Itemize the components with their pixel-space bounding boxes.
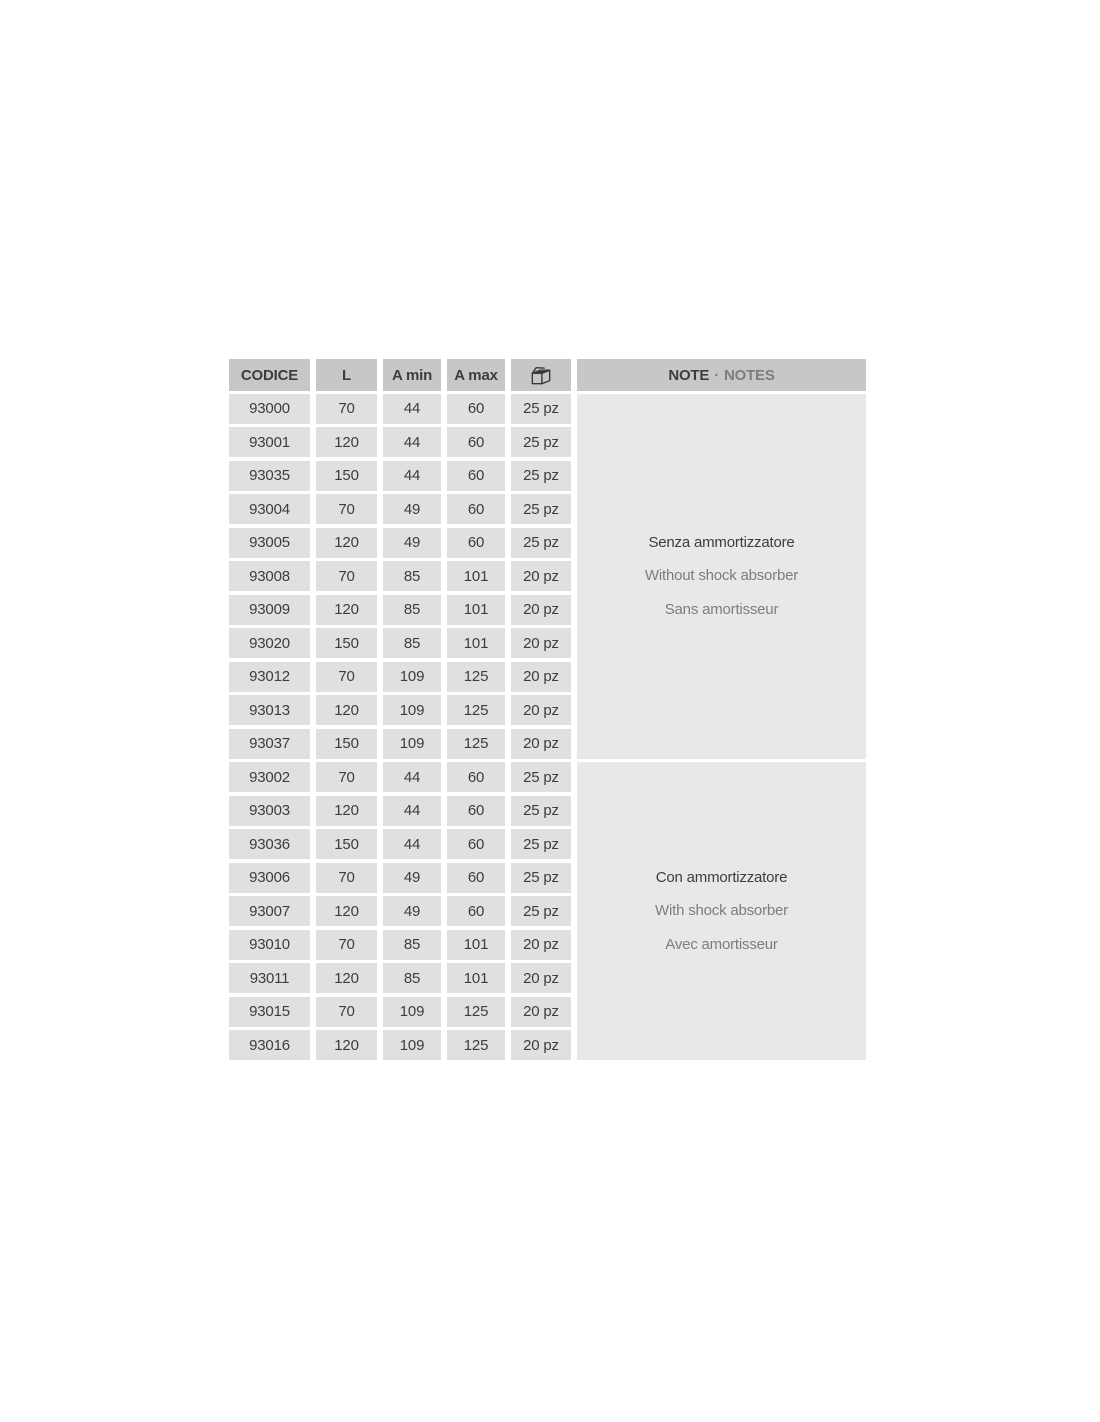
cell-qty: 20 pz	[511, 595, 571, 625]
cell-a-max: 60	[447, 762, 505, 792]
header-note-separator: ·	[714, 366, 719, 384]
cell-a-min: 44	[383, 427, 441, 457]
note-line-translation: Sans amortisseur	[664, 600, 779, 618]
cell-a-min: 49	[383, 494, 441, 524]
cell-a-max: 60	[447, 829, 505, 859]
cell-qty: 20 pz	[511, 695, 571, 725]
note-line-translation: Without shock absorber	[644, 567, 799, 585]
cell-l: 70	[316, 394, 377, 424]
cell-codice: 93020	[229, 628, 310, 658]
product-table	[229, 359, 866, 1060]
cell-l: 120	[316, 528, 377, 558]
header-codice: CODICE	[229, 359, 310, 391]
cell-a-max: 60	[447, 896, 505, 926]
cell-a-min: 49	[383, 863, 441, 893]
cell-a-min: 109	[383, 695, 441, 725]
cell-codice: 93013	[229, 695, 310, 725]
cell-codice: 93003	[229, 796, 310, 826]
cell-l: 70	[316, 762, 377, 792]
cell-a-min: 85	[383, 561, 441, 591]
cell-codice: 93001	[229, 427, 310, 457]
cell-l: 120	[316, 1030, 377, 1060]
cell-qty: 25 pz	[511, 829, 571, 859]
cell-l: 70	[316, 997, 377, 1027]
cell-a-min: 109	[383, 997, 441, 1027]
cell-a-min: 44	[383, 394, 441, 424]
cell-a-max: 125	[447, 662, 505, 692]
cell-codice: 93012	[229, 662, 310, 692]
cell-a-max: 60	[447, 863, 505, 893]
cell-a-min: 109	[383, 729, 441, 759]
cell-l: 120	[316, 427, 377, 457]
note-line-primary: Con ammortizzatore	[655, 868, 788, 886]
cell-codice: 93008	[229, 561, 310, 591]
cell-a-max: 101	[447, 628, 505, 658]
header-a-min: A min	[383, 359, 441, 391]
cell-a-max: 60	[447, 394, 505, 424]
cell-l: 150	[316, 829, 377, 859]
cell-a-min: 49	[383, 896, 441, 926]
cell-a-min: 85	[383, 628, 441, 658]
cell-l: 70	[316, 494, 377, 524]
cell-a-min: 44	[383, 461, 441, 491]
cell-a-min: 109	[383, 662, 441, 692]
cell-codice: 93004	[229, 494, 310, 524]
cell-l: 70	[316, 930, 377, 960]
cell-a-max: 125	[447, 1030, 505, 1060]
cell-l: 120	[316, 896, 377, 926]
cell-codice: 93002	[229, 762, 310, 792]
table-body	[229, 394, 866, 1061]
cell-l: 150	[316, 461, 377, 491]
cell-a-min: 49	[383, 528, 441, 558]
cell-a-max: 60	[447, 427, 505, 457]
cell-a-max: 60	[447, 461, 505, 491]
cell-a-max: 60	[447, 494, 505, 524]
cell-codice: 93007	[229, 896, 310, 926]
cell-l: 120	[316, 963, 377, 993]
cell-codice: 93000	[229, 394, 310, 424]
cell-qty: 25 pz	[511, 796, 571, 826]
header-note-label: NOTE	[668, 366, 710, 384]
cell-qty: 25 pz	[511, 863, 571, 893]
cell-a-min: 85	[383, 595, 441, 625]
cell-qty: 25 pz	[511, 394, 571, 424]
header-notes-label: NOTES	[723, 366, 775, 384]
cell-l: 120	[316, 695, 377, 725]
package-icon	[528, 362, 554, 388]
cell-a-max: 125	[447, 695, 505, 725]
cell-a-min: 85	[383, 963, 441, 993]
cell-qty: 20 pz	[511, 729, 571, 759]
note-line-translation: With shock absorber	[655, 902, 788, 920]
note-line-primary: Senza ammortizzatore	[648, 533, 795, 551]
cell-qty: 25 pz	[511, 896, 571, 926]
note-panel	[577, 762, 866, 1060]
cell-a-max: 125	[447, 997, 505, 1027]
cell-a-max: 101	[447, 930, 505, 960]
cell-a-max: 125	[447, 729, 505, 759]
header-l: L	[316, 359, 377, 391]
cell-codice: 93036	[229, 829, 310, 859]
cell-a-max: 60	[447, 796, 505, 826]
cell-codice: 93015	[229, 997, 310, 1027]
cell-l: 70	[316, 561, 377, 591]
cell-qty: 20 pz	[511, 963, 571, 993]
product-group-2	[229, 762, 866, 1060]
cell-qty: 25 pz	[511, 528, 571, 558]
cell-l: 70	[316, 863, 377, 893]
cell-qty: 20 pz	[511, 1030, 571, 1060]
cell-a-min: 44	[383, 829, 441, 859]
cell-codice: 93010	[229, 930, 310, 960]
table-header-row	[229, 359, 866, 391]
cell-l: 120	[316, 796, 377, 826]
cell-a-min: 44	[383, 762, 441, 792]
header-note	[577, 359, 866, 391]
cell-a-max: 60	[447, 528, 505, 558]
cell-codice: 93006	[229, 863, 310, 893]
cell-qty: 20 pz	[511, 662, 571, 692]
cell-l: 150	[316, 729, 377, 759]
cell-codice: 93035	[229, 461, 310, 491]
cell-qty: 25 pz	[511, 762, 571, 792]
cell-codice: 93037	[229, 729, 310, 759]
cell-qty: 20 pz	[511, 628, 571, 658]
cell-qty: 20 pz	[511, 930, 571, 960]
cell-codice: 93016	[229, 1030, 310, 1060]
header-a-max: A max	[447, 359, 505, 391]
cell-a-max: 101	[447, 595, 505, 625]
cell-a-min: 85	[383, 930, 441, 960]
cell-a-min: 44	[383, 796, 441, 826]
note-panel	[577, 394, 866, 759]
cell-a-max: 101	[447, 963, 505, 993]
cell-qty: 25 pz	[511, 427, 571, 457]
cell-qty: 25 pz	[511, 461, 571, 491]
header-packaging-cell	[511, 359, 571, 391]
cell-a-max: 101	[447, 561, 505, 591]
cell-qty: 20 pz	[511, 997, 571, 1027]
note-line-translation: Avec amortisseur	[665, 935, 778, 953]
cell-codice: 93009	[229, 595, 310, 625]
cell-l: 150	[316, 628, 377, 658]
product-group-1	[229, 394, 866, 759]
cell-l: 70	[316, 662, 377, 692]
cell-a-min: 109	[383, 1030, 441, 1060]
cell-l: 120	[316, 595, 377, 625]
cell-codice: 93011	[229, 963, 310, 993]
cell-qty: 20 pz	[511, 561, 571, 591]
cell-qty: 25 pz	[511, 494, 571, 524]
cell-codice: 93005	[229, 528, 310, 558]
